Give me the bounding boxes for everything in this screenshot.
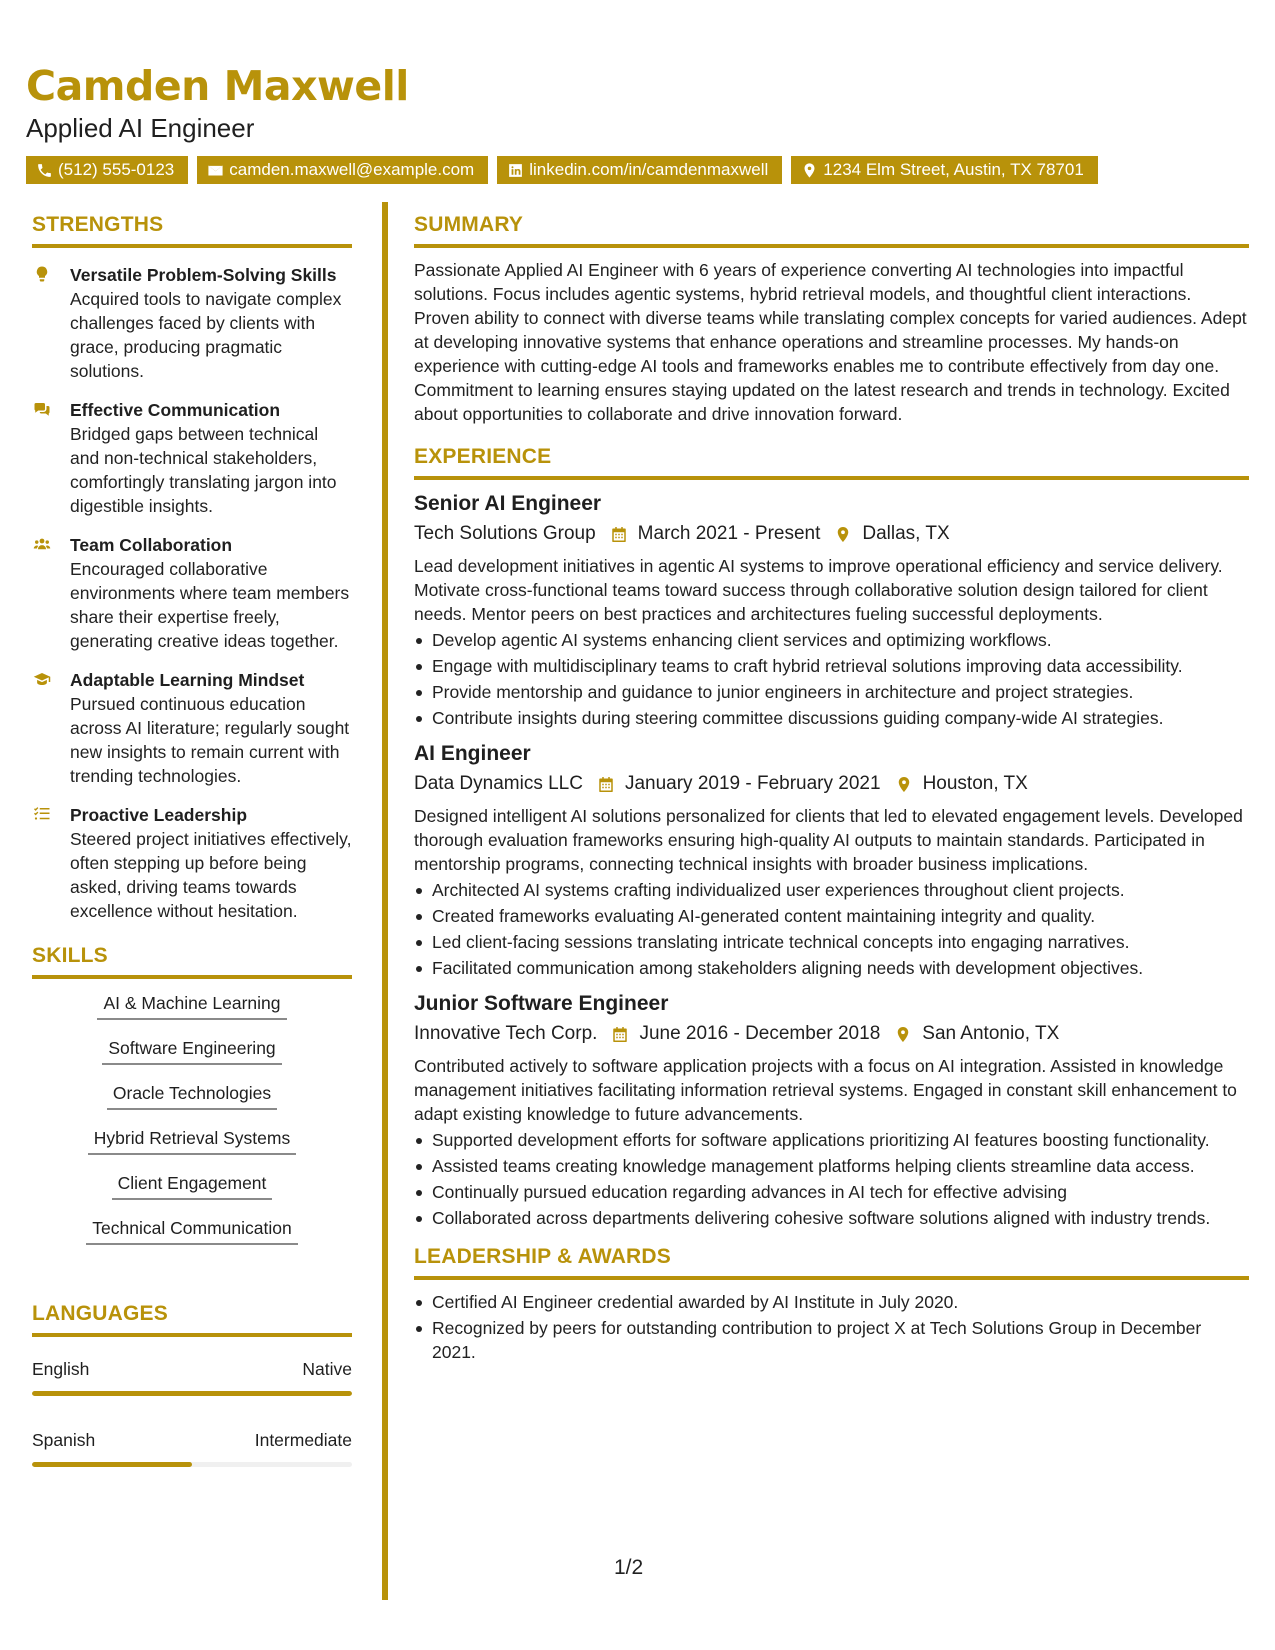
language-item [32, 1357, 352, 1396]
phone-icon [36, 162, 53, 179]
contact-phone-text: (512) 555-0123 [58, 160, 175, 179]
skill-item: Technical Communication [86, 1216, 297, 1245]
candidate-name: Camden Maxwell [26, 62, 409, 110]
language-name: Spanish [32, 1430, 96, 1450]
skill-item: Oracle Technologies [107, 1081, 277, 1110]
contact-bar [26, 156, 1246, 184]
contact-phone [26, 156, 188, 184]
job-company: Innovative Tech Corp. [414, 1023, 598, 1044]
graduation-cap-icon [32, 670, 52, 688]
list-item: Facilitated communication among stakeholders aligning needs with development objectives. [414, 956, 1249, 980]
list-item: Continually pursued education regarding advances in AI tech for effective advising [414, 1180, 1249, 1204]
list-item: Led client-facing sessions translating intricate technical concepts into engaging narratives. [414, 930, 1249, 954]
strength-desc: Steered project initiatives effectively, often stepping up before being asked, driving teams towards excellence without hesitation. [70, 829, 352, 921]
job-title: AI Engineer [414, 742, 531, 765]
calendar-icon [597, 775, 615, 794]
job-dates: January 2019 - February 2021 [624, 773, 881, 794]
list-item: Contribute insights during steering committee discussions guiding company-wide AI strategies. [414, 706, 1249, 730]
skill-item: Client Engagement [112, 1171, 273, 1200]
job-description: Lead development initiatives in agentic AI systems to improve operational efficiency and service delivery. Motivate cross-functional teams toward success through collaborative solution design tailored for client needs. Mentor peers on best practices and architectures fueling successful deployments. [414, 556, 1223, 624]
list-item: Provide mentorship and guidance to junior engineers in architecture and project strategies. [414, 680, 1249, 704]
job-meta [414, 770, 1249, 798]
summary-heading: SUMMARY [414, 212, 1249, 248]
job-dates: June 2016 - December 2018 [639, 1023, 881, 1044]
strength-item [32, 263, 352, 383]
strength-desc: Pursued continuous education across AI literature; regularly sought new insights to remain current with trending technologies. [70, 694, 350, 786]
leadership-heading: LEADERSHIP & AWARDS [414, 1244, 1249, 1280]
job-dates: March 2021 - Present [637, 523, 821, 544]
list-item: Develop agentic AI systems enhancing client services and optimizing workflows. [414, 628, 1249, 652]
job-bullets [414, 878, 1249, 980]
job-title: Senior AI Engineer [414, 492, 602, 515]
job-company: Data Dynamics LLC [414, 773, 583, 794]
strength-title: Team Collaboration [70, 535, 233, 555]
contact-address-text: 1234 Elm Street, Austin, TX 78701 [823, 160, 1084, 179]
strength-title: Adaptable Learning Mindset [70, 670, 305, 690]
linkedin-icon [507, 162, 524, 179]
skill-item: Hybrid Retrieval Systems [88, 1126, 296, 1155]
list-item: Supported development efforts for software applications prioritizing AI features boosting functionality. [414, 1128, 1249, 1152]
contact-email[interactable] [197, 156, 488, 184]
proficiency-fill [32, 1462, 192, 1467]
strength-item [32, 398, 352, 518]
experience-heading: EXPERIENCE [414, 444, 1249, 480]
job-meta [414, 1020, 1249, 1048]
envelope-icon [207, 162, 224, 179]
language-name: English [32, 1359, 90, 1379]
list-item: Architected AI systems crafting individualized user experiences throughout client projects. [414, 878, 1249, 902]
summary-text: Passionate Applied AI Engineer with 6 years of experience converting AI technologies into impactful solutions. Focus includes agentic systems, hybrid retrieval models, and thoughtful client interactions. Proven ability to connect with diverse teams while translating complex concepts for varied audiences. Adept at developing innovative systems that enhance operations and streamline processes. My hands-on experience with cutting-edge AI tools and frameworks enables me to contribute effectively from day one. Commitment to learning ensures staying updated on the latest research and trends in technology. Excited about opportunities to collaborate and drive innovation forward. [414, 260, 1247, 424]
job-title: Junior Software Engineer [414, 992, 669, 1015]
job-entry [414, 740, 1249, 980]
contact-linkedin[interactable] [497, 156, 782, 184]
language-level: Native [302, 1359, 352, 1379]
job-entry [414, 490, 1249, 730]
job-description: Designed intelligent AI solutions personalized for clients that led to elevated engagement levels. Developed thorough evaluation frameworks ensuring high-quality AI outputs to maintain standards. Participated in mentorship programs, connecting technical insights with broader business implications. [414, 806, 1243, 874]
job-meta [414, 520, 1249, 548]
map-pin-icon [801, 162, 818, 179]
strength-desc: Encouraged collaborative environments where team members share their expertise freely, generating creative ideas together. [70, 559, 350, 651]
calendar-icon [611, 1025, 629, 1044]
users-icon [32, 535, 52, 553]
strength-desc: Bridged gaps between technical and non-technical stakeholders, comfortingly translating jargon into digestible insights. [70, 424, 337, 516]
map-pin-icon [834, 525, 852, 544]
job-location: Houston, TX [922, 773, 1028, 794]
list-item: Recognized by peers for outstanding contribution to project X at Tech Solutions Group in December 2021. [414, 1316, 1249, 1364]
languages-heading: LANGUAGES [32, 1301, 352, 1337]
map-pin-icon [895, 775, 913, 794]
strength-title: Versatile Problem-Solving Skills [70, 265, 337, 285]
strength-title: Effective Communication [70, 400, 281, 420]
column-divider [382, 202, 388, 1600]
language-item [32, 1428, 352, 1467]
skills-heading: SKILLS [32, 943, 352, 979]
lightbulb-icon [32, 265, 52, 283]
strength-item [32, 668, 352, 788]
candidate-role: Applied AI Engineer [26, 113, 255, 143]
strengths-heading: STRENGTHS [32, 212, 352, 248]
contact-address [791, 156, 1098, 184]
job-company: Tech Solutions Group [414, 523, 596, 544]
list-item: Assisted teams creating knowledge management platforms helping clients streamline data access. [414, 1154, 1249, 1178]
chat-bubbles-icon [32, 400, 52, 418]
skills-list [32, 991, 352, 1261]
job-description: Contributed actively to software application projects with a focus on AI integration. Assisted in knowledge management initiatives facilitating information retrieval systems. Engaged in constant skill enhancement to adapt existing knowledge to future advancements. [414, 1056, 1237, 1124]
calendar-icon [610, 525, 628, 544]
checklist-icon [32, 805, 52, 823]
job-bullets [414, 1128, 1249, 1230]
skill-item: AI & Machine Learning [97, 991, 286, 1020]
strength-desc: Acquired tools to navigate complex challenges faced by clients with grace, producing pragmatic solutions. [70, 289, 342, 381]
leadership-list [414, 1290, 1249, 1364]
strength-title: Proactive Leadership [70, 805, 248, 825]
list-item: Collaborated across departments delivering cohesive software solutions aligned with industry trends. [414, 1206, 1249, 1230]
skill-item: Software Engineering [102, 1036, 281, 1065]
proficiency-bar [32, 1462, 352, 1467]
job-location: Dallas, TX [862, 523, 950, 544]
map-pin-icon [894, 1025, 912, 1044]
resume-header [26, 62, 1246, 184]
strength-item [32, 533, 352, 653]
proficiency-bar [32, 1391, 352, 1396]
language-level: Intermediate [254, 1430, 352, 1450]
job-bullets [414, 628, 1249, 730]
job-entry [414, 990, 1249, 1230]
list-item: Created frameworks evaluating AI-generated content maintaining integrity and quality. [414, 904, 1249, 928]
proficiency-fill [32, 1391, 352, 1396]
contact-email-text: camden.maxwell@example.com [229, 160, 475, 179]
right-column [414, 212, 1249, 1366]
strength-item [32, 803, 352, 923]
list-item: Engage with multidisciplinary teams to craft hybrid retrieval solutions improving data accessibility. [414, 654, 1249, 678]
job-location: San Antonio, TX [922, 1023, 1060, 1044]
page-number: 1/2 [614, 1556, 644, 1579]
contact-linkedin-text: linkedin.com/in/camdenmaxwell [529, 160, 769, 179]
list-item: Certified AI Engineer credential awarded by AI Institute in July 2020. [414, 1290, 1249, 1314]
left-column [32, 212, 352, 1467]
